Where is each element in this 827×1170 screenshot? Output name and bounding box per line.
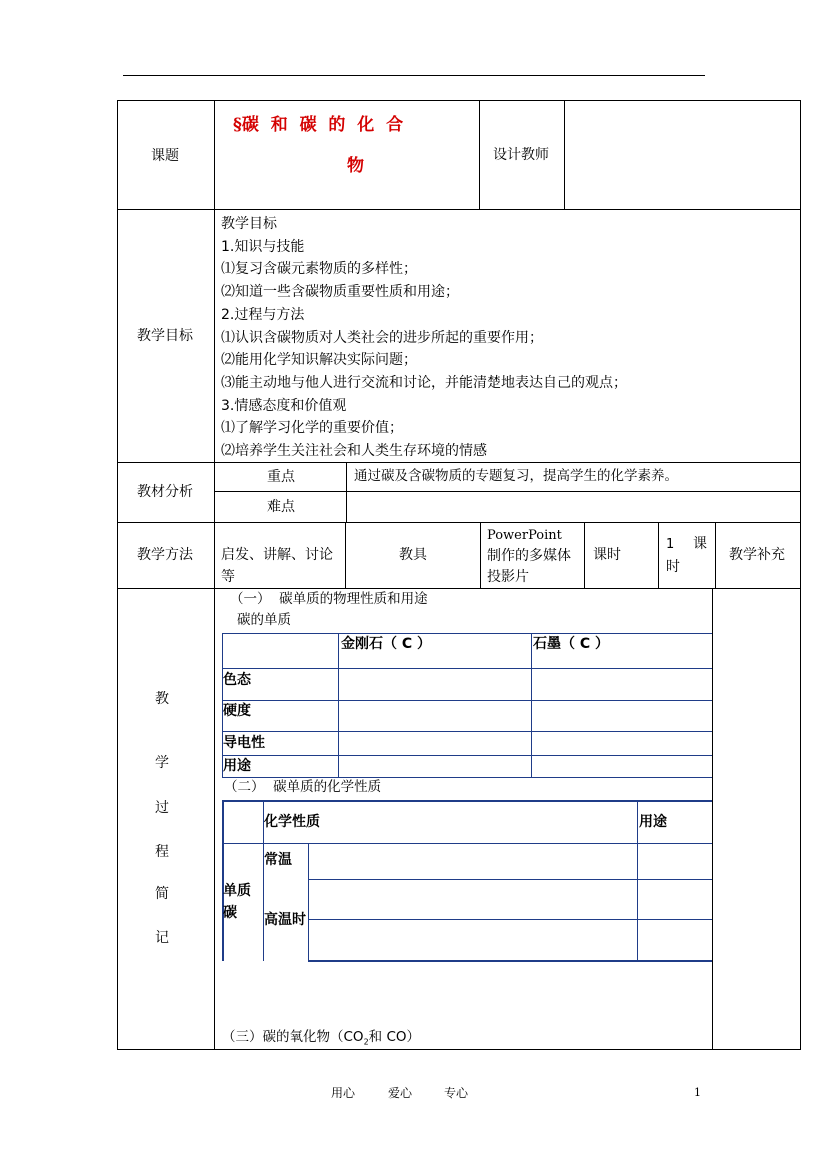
analysis-label: 教材分析	[137, 484, 193, 500]
designer-label: 设计教师	[493, 147, 549, 163]
tools-value-3: 投影片	[487, 569, 529, 585]
hours-unit: 课	[693, 536, 707, 552]
section1-title: （一） 碳单质的物理性质和用途	[230, 591, 428, 607]
process-side-char: 记	[155, 930, 169, 946]
table1-row-conductivity: 导电性	[223, 735, 265, 751]
process-side-char: 教	[155, 691, 169, 707]
objective-line: 3.情感态度和价值观	[221, 397, 347, 414]
process-side-char: 学	[155, 755, 169, 771]
table2-header-chem: 化学性质	[264, 814, 320, 830]
key-point-value: 通过碳及含碳物质的专题复习，提高学生的化学素养。	[354, 468, 678, 484]
objective-line: ⑵培养学生关注社会和人类生存环境的情感	[221, 443, 487, 459]
page-number: 1	[694, 1086, 701, 1099]
tools-label: 教具	[399, 547, 427, 563]
supplement-label: 教学补充	[729, 547, 785, 563]
course-label: 课题	[151, 148, 179, 164]
table2-row-room-temp: 常温	[264, 852, 292, 868]
key-point-label: 重点	[267, 469, 295, 485]
tools-value-2: 制作的多媒体	[487, 548, 571, 564]
objective-line: ⑵知道一些含碳物质重要性质和用途；	[221, 284, 459, 301]
footer-word-1: 用心	[331, 1086, 356, 1100]
objective-line: 教学目标	[221, 216, 277, 232]
methods-value-cont: 等	[221, 569, 235, 585]
table1-row-hardness: 硬度	[223, 703, 251, 719]
objective-line: ⑴认识含碳物质对人类社会的进步所起的重要作用；	[221, 329, 543, 346]
methods-label: 教学方法	[137, 547, 193, 563]
page-title-cont: 物	[347, 156, 364, 176]
process-side-char: 程	[155, 844, 169, 860]
table1-header-graphite: 石墨（ C ）	[533, 636, 610, 652]
objective-line: ⑶能主动地与他人进行交流和讨论，并能清楚地表达自己的观点；	[221, 374, 627, 391]
section3-subscript: 2	[363, 1037, 369, 1047]
objective-line: ⑴复习含碳元素物质的多样性；	[221, 261, 417, 278]
process-side-char: 过	[155, 800, 169, 816]
process-side-char: 简	[155, 886, 169, 902]
hours-number: 1	[666, 537, 675, 552]
table1-row-use: 用途	[223, 758, 251, 774]
table1-header-diamond: 金刚石（ C ）	[341, 636, 432, 652]
objective-line: 2.过程与方法	[221, 306, 305, 323]
section3-title-a: （三）碳的氧化物（CO	[222, 1029, 364, 1045]
objectives-label: 教学目标	[137, 328, 193, 344]
page-title: §碳 和 碳 的 化 合	[233, 115, 404, 135]
objective-line: 1.知识与技能	[221, 238, 305, 255]
table2-row-high-temp: 高温时	[264, 912, 306, 928]
section3-title-b: 和 CO）	[368, 1029, 420, 1045]
footer-word-2: 爱心	[388, 1086, 413, 1100]
footer-word-3: 专心	[444, 1086, 469, 1100]
section3-title	[222, 1031, 420, 1047]
difficulty-label: 难点	[267, 499, 295, 515]
objective-line: ⑵能用化学知识解决实际问题；	[221, 352, 417, 369]
table2-group-label: 单质	[223, 883, 251, 899]
header-rule	[123, 75, 705, 76]
section1-subtitle: 碳的单质	[237, 612, 291, 628]
hours-label: 课时	[593, 547, 621, 563]
table1-row-color: 色态	[223, 672, 251, 688]
section2-title: （二） 碳单质的化学性质	[224, 779, 382, 795]
table2-header-use: 用途	[639, 814, 667, 830]
objective-line: ⑴了解学习化学的重要价值；	[221, 420, 403, 437]
hours-unit-cont: 时	[666, 559, 680, 575]
table2-group-label-cont: 碳	[223, 905, 237, 921]
tools-value: PowerPoint	[487, 528, 562, 543]
methods-value: 启发、讲解、讨论	[221, 547, 333, 563]
